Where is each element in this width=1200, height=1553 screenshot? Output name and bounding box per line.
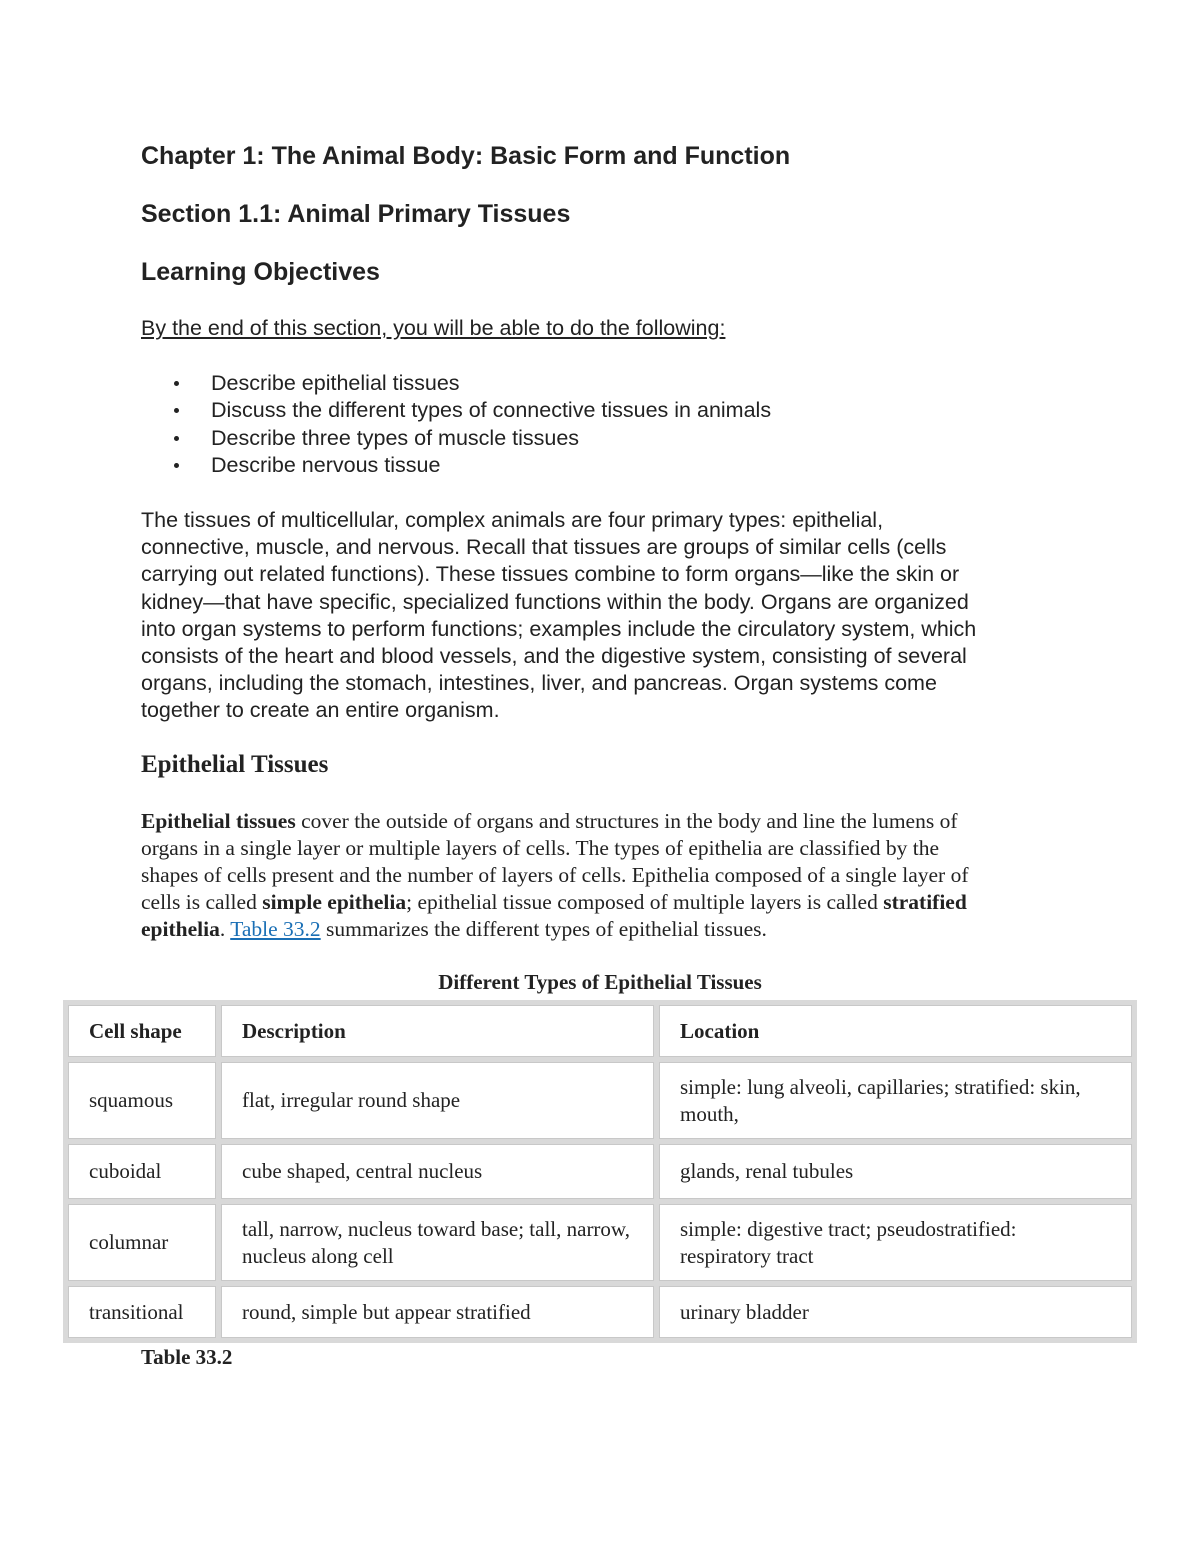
section-title: Section 1.1: Animal Primary Tissues [141, 200, 571, 228]
intro-line: together to create an entire organism. [141, 698, 500, 723]
table-cell: cuboidal [68, 1144, 216, 1199]
epithelial-line: organs in a single layer or multiple layers of cells. The types of epithelia are classified by the [141, 836, 940, 861]
table-cell: tall, narrow, nucleus toward base; tall, narrow, nucleus along cell [221, 1204, 654, 1281]
intro-line: organs, including the stomach, intestines, liver, and pancreas. Organ systems come [141, 671, 937, 696]
table-cell: cube shaped, central nucleus [221, 1144, 654, 1199]
intro-line: consists of the heart and blood vessels, and the digestive system, consisting of several [141, 644, 967, 669]
table-cell: squamous [68, 1062, 216, 1139]
intro-line: The tissues of multicellular, complex animals are four primary types: epithelial, [141, 508, 884, 532]
objective-item: Discuss the different types of connective tissues in animals [141, 397, 771, 424]
table-cell: simple: lung alveoli, capillaries; stratified: skin, mouth, [659, 1062, 1132, 1139]
epithelial-line [141, 889, 1061, 916]
table-cell: columnar [68, 1204, 216, 1281]
learning-objectives-heading: Learning Objectives [141, 258, 380, 286]
table-title: Different Types of Epithelial Tissues [438, 970, 762, 994]
chapter-title: Chapter 1: The Animal Body: Basic Form and Function [141, 142, 791, 170]
table-cell: flat, irregular round shape [221, 1062, 654, 1139]
epithelial-text: ; epithelial tissue composed of multiple layers is called [406, 890, 884, 915]
epithelial-heading: Epithelial Tissues [141, 751, 329, 778]
term-simple-epithelia: simple epithelia [262, 890, 407, 915]
table-cell: glands, renal tubules [659, 1144, 1132, 1199]
intro-line: carrying out related functions). These tissues combine to form organs—like the skin or [141, 562, 960, 587]
table-header-row [68, 1005, 1132, 1057]
epithelial-table [63, 1000, 1137, 1343]
epithelial-line [141, 916, 1061, 943]
table-link[interactable]: Table 33.2 [230, 917, 321, 942]
table-row [68, 1286, 1132, 1338]
table-cell: round, simple but appear stratified [221, 1286, 654, 1338]
table-cell: transitional [68, 1286, 216, 1338]
intro-line: connective, muscle, and nervous. Recall that tissues are groups of similar cells (cells [141, 535, 947, 560]
table-row [68, 1144, 1132, 1199]
table-row [68, 1062, 1132, 1139]
intro-paragraph [141, 507, 1061, 725]
term-epithelia: epithelia [141, 917, 220, 942]
learning-objectives-list [141, 370, 771, 479]
objective-item: Describe three types of muscle tissues [141, 425, 771, 452]
epithelial-text: . [219, 917, 231, 942]
objective-item: Describe nervous tissue [141, 452, 771, 479]
table-caption: Table 33.2 [141, 1345, 233, 1369]
epithelial-paragraph [141, 808, 1061, 943]
table-cell: urinary bladder [659, 1286, 1132, 1338]
epithelial-text: summarizes the different types of epithelial tissues. [320, 917, 767, 942]
term-stratified: stratified [883, 890, 967, 915]
epithelial-text: cover the outside of organs and structures in the body and line the lumens of [295, 809, 958, 833]
term-epithelial-tissues: Epithelial tissues [141, 809, 296, 833]
table-cell: simple: digestive tract; pseudostratified: respiratory tract [659, 1204, 1132, 1281]
learning-objectives-intro: By the end of this section, you will be able to do the following: [141, 316, 726, 340]
intro-line: into organ systems to perform functions; examples include the circulatory system, which [141, 616, 977, 641]
column-header: Cell shape [68, 1005, 216, 1057]
epithelial-line [141, 808, 1061, 835]
epithelial-line: shapes of cells present and the number of layers of cells. Epithelia composed of a single layer of [141, 863, 969, 888]
table-row [68, 1204, 1132, 1281]
intro-line: kidney—that have specific, specialized functions within the body. Organs are organized [141, 589, 969, 614]
column-header: Location [659, 1005, 1132, 1057]
column-header: Description [221, 1005, 654, 1057]
epithelial-text: cells is called [141, 890, 263, 915]
objective-item: Describe epithelial tissues [141, 370, 771, 397]
